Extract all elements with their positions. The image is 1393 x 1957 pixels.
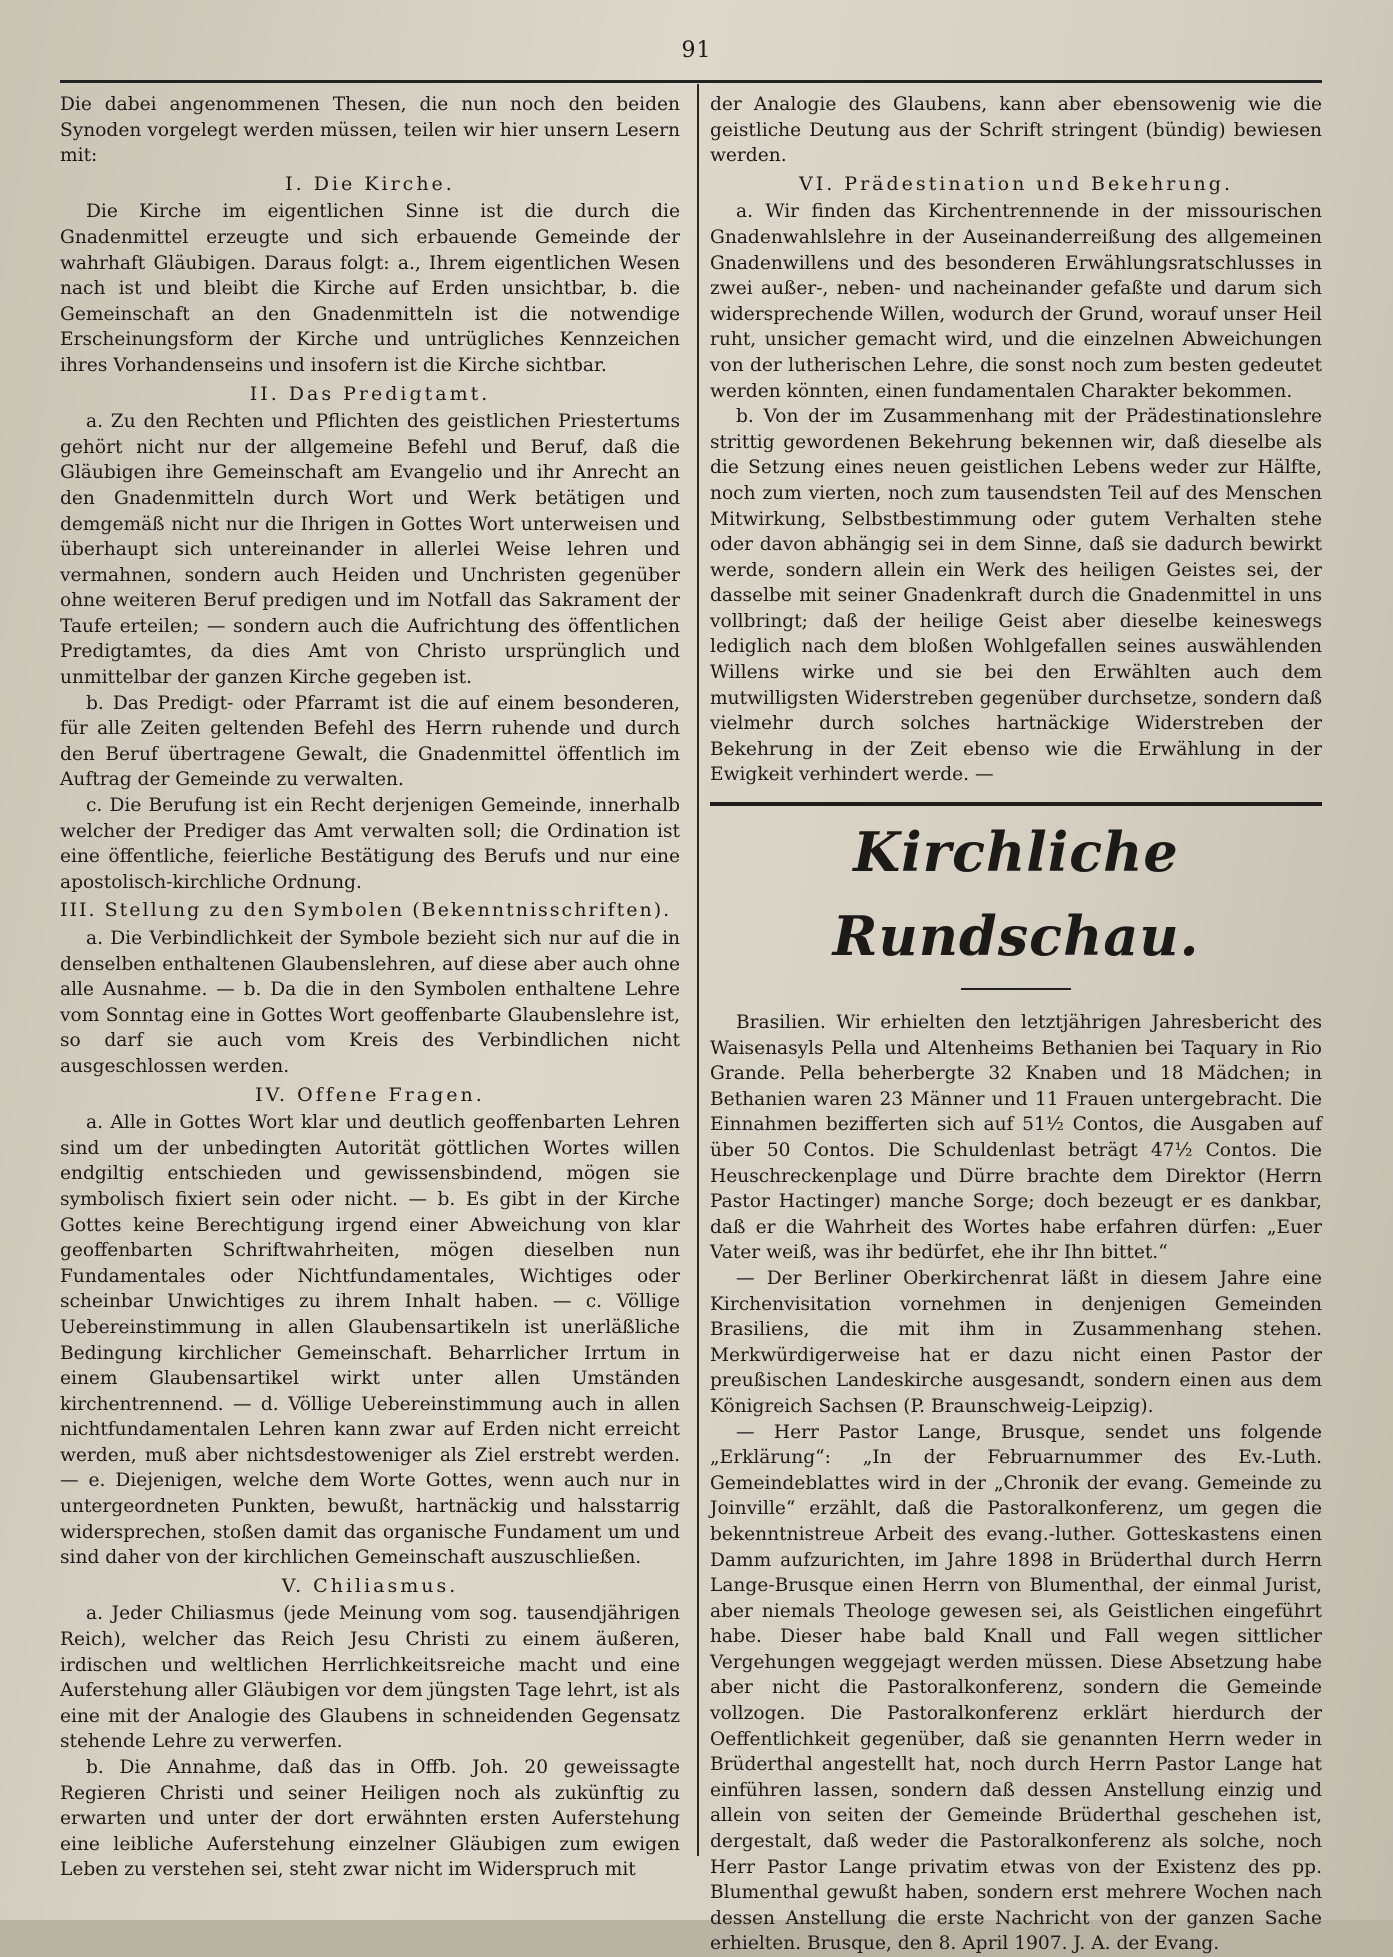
heading-chiliasmus: V. Chiliasmus. <box>281 1574 459 1597</box>
praedestination-paragraph-a: a. Wir finden das Kirchentrennende in der missourischen Gnadenwahlslehre in der Auseinanderreißung des allgemeinen Gnadenwillens und des besonderen Erwählungsratschlusses in zwei außer-, neben- und nacheinander gefaßte und darum sich widersprechende Willen, wodurch der Grund, worauf unser Heil ruht, unsicher gemacht wird, und die einzelnen Abweichungen von der lutherischen Lehre, die sonst noch zum besten gedeutet werden könnten, einen fundamentalen Charakter bekommen. <box>710 201 1322 402</box>
left-column <box>60 92 680 1883</box>
heading-symbole: III. Stellung zu den Symbolen (Bekenntnisschriften). <box>60 899 672 922</box>
intro-paragraph: Die dabei angenommenen Thesen, die nun noch den beiden Synoden vorgelegt werden müssen, teilen wir hier unsern Lesern mit: <box>60 94 680 167</box>
section-title-rundschau: Kirchliche Rundschau. <box>832 820 1200 969</box>
news-erklaerung: — Herr Pastor Lange, Brusque, sendet uns folgende „Erklärung“: „In der Februarnummer des Ev.-Luth. Gemeindeblattes wird in der „Chronik der evang. Gemeinde zu Joinville“ erzählt, daß die Pastoralkonferenz, um gegen die bekenntnistreue Arbeit des evang.-luther. Gotteskastens einen Damm aufzurichten, im Jahre 1898 in Brüderthal durch Herrn Lange-Brusque einen Herrn von Blumenthal, der einmal Jurist, aber niemals Theologe gewesen sei, als Geistlichen eingeführt habe. Dieser habe bald Knall und Fall wegen sittlicher Vergehungen weggejagt werden müssen. Diese Absetzung habe aber nicht die Pastoralkonferenz, sondern die Gemeinde vollzogen. Die Pastoralkonferenz erklärt hierdurch der Oeffentlichkeit gegenüber, daß sie genannten Herrn weder in Brüderthal angestellt hat, noch durch Herrn Pastor Lange hat einführen lassen, sondern daß dessen Anstellung einzig und allein von seiten der Gemeinde Brüderthal geschehen ist, dergestalt, daß weder die Pastoralkonferenz als solche, noch Herr Pastor Lange privatim etwas von der Existenz des pp. Blumenthal gewußt haben, sondern erst mehrere Wochen nach dessen Anstellung die erste Nachricht von der ganzen Sache erhielten. Brusque, den 8. April 1907. J. A. der Evang. <box>710 1421 1322 1955</box>
praedestination-paragraph-b: b. Von der im Zusammenhang mit der Prädestinationslehre strittig gewordenen Bekehrung bekennen wir, daß dieselbe als die Setzung eines neuen geistlichen Lebens weder zur Hälfte, noch zum vierten, noch zum tausendsten Teil auf des Menschen Mitwirkung, Selbstbestimmung oder gutem Verhalten stehe oder davon abhängig sei in dem Sinne, daß sie dadurch bewirkt werde, sondern allein ein Werk des heiligen Geistes sei, der dasselbe mit seiner Gnadenkraft durch die Gnadenmittel in uns vollbringt; daß der heilige Geist aber dieselbe keineswegs lediglich nach dem bloßen Wohlgefallen seines auswählenden Willens wirke und sie bei den Erwählten auch dem mutwilligsten Widerstreben gegenüber durchsetze, sondern daß vielmehr durch solches hartnäckige Widerstreben der Bekehrung in der Zeit ebenso wie die Erwählung in der Ewigkeit verhindert werde. — <box>710 406 1322 786</box>
chiliasmus-paragraph-a: a. Jeder Chiliasmus (jede Meinung vom sog. tausendjährigen Reich), welcher das Reich Jesu Christi zu einem äußeren, irdischen und weltlichen Herrlichkeitsreiche macht und eine Auferstehung aller Gläubigen vor dem jüngsten Tage lehrt, ist als eine mit der Analogie des Glaubens in schneidenden Gegensatz stehende Lehre zu verwerfen. <box>60 1603 680 1753</box>
heading-offene-fragen: IV. Offene Fragen. <box>255 1083 485 1106</box>
section-rule <box>710 802 1322 806</box>
column-divider <box>697 84 699 1856</box>
offene-fragen-paragraph: a. Alle in Gottes Wort klar und deutlich geoffenbarten Lehren sind um der unbedingten Autorität göttlichen Wortes willen endgiltig entschieden und gewissensbindend, mögen sie symbolisch fixiert sein oder nicht. — b. Es gibt in der Kirche Gottes keine Berechtigung irgend einer Abweichung von klar geoffenbarten Schriftwahrheiten, mögen dieselben nun Fundamentales oder Nichtfundamentales, Wichtiges oder scheinbar Unwichtiges zu ihrem Inhalt haben. — c. Völlige Uebereinstimmung in allen Glaubensartikeln ist unerläßliche Bedingung kirchlicher Gemeinschaft. Beharrlicher Irrtum in einem Glaubensartikel wirkt unter allen Umständen kirchentrennend. — d. Völlige Uebereinstimmung auch in allen nichtfundamentalen Lehren kann zwar auf Erden nicht erreicht werden, muß aber nichtsdestoweniger als Ziel erstrebt werden. — e. Diejenigen, welche dem Worte Gottes, wenn auch nur in untergeordneten Punkten, bewußt, hartnäckig und halsstarrig widersprechen, stoßen damit das organische Fundament um und sind daher von der kirchlichen Gemeinschaft auszuschließen. <box>60 1112 680 1569</box>
kirche-paragraph: Die Kirche im eigentlichen Sinne ist die durch die Gnadenmittel erzeugte und sich erbauende Gemeinde der wahrhaft Gläubigen. Daraus folgt: a., Ihrem eigentlichen Wesen nach ist und bleibt die Kirche auf Erden unsichtbar, b. die Gemeinschaft an den Gnadenmitteln ist die notwendige Erscheinungsform der Kirche und untrügliches Kennzeichen ihres Vorhandenseins und insofern ist die Kirche sichtbar. <box>60 201 680 376</box>
symbole-paragraph: a. Die Verbindlichkeit der Symbole bezieht sich nur auf die in denselben enthaltenen Glaubenslehren, auf diese aber auch ohne alle Ausnahme. — b. Da die in den Symbolen enthaltene Lehre vom Sonntag eine in Gottes Wort geoffenbarte Glaubenslehre ist, so darf sie auch vom Kreis des Verbindlichen nicht ausgeschlossen werden. <box>60 928 680 1077</box>
page-number: 91 <box>681 38 712 63</box>
header-rule <box>60 80 1322 83</box>
predigtamt-paragraph-b: b. Das Predigt- oder Pfarramt ist die auf einem besonderen, für alle Zeiten geltenden Befehl des Herrn ruhende und durch den Beruf übertragene Gewalt, die Gnadenmittel öffentlich im Auftrag der Gemeinde zu verwalten. <box>60 692 680 791</box>
heading-kirche: I. Die Kirche. <box>285 172 455 195</box>
predigtamt-paragraph-a: a. Zu den Rechten und Pflichten des geistlichen Priestertums gehört nicht nur der allgemeine Befehl und Beruf, daß die Gläubigen ihre Gemeinschaft am Evangelio und ihr Anrecht an den Gnadenmitteln durch Wort und Werk betätigen und demgemäß nicht nur die Ihrigen in Gottes Wort unterweisen und überhaupt sich untereinander in allerlei Weise lehren und vermahnen, sondern auch Heiden und Unchristen gegenüber ohne weiteren Beruf predigen und im Notfall das Sakrament der Taufe erteilen; — sondern auch die Aufrichtung des öffentlichen Predigtamtes, da dies Amt von Christo ursprünglich und unmittelbar der ganzen Kirche gegeben ist. <box>60 411 680 689</box>
news-oberkirchenrat: — Der Berliner Oberkirchenrat läßt in diesem Jahre eine Kirchenvisitation vornehmen in denjenigen Gemeinden Brasiliens, die mit ihm in Zusammenhang stehen. Merkwürdigerweise hat er dazu nicht einen Pastor der preußischen Landeskirche ausgesandt, sondern einen aus dem Königreich Sachsen (P. Braunschweig-Leipzig). <box>710 1267 1322 1417</box>
heading-praedestination: VI. Prädestination und Bekehrung. <box>799 172 1233 195</box>
chiliasmus-paragraph-b: b. Die Annahme, daß das in Offb. Joh. 20 geweissagte Regieren Christi und seiner Heiligen noch als zukünftig zu erwarten und unter der dort erwähnten ersten Auferstehung eine leibliche Auferstehung einzelner Gläubigen zum ewigen Leben zu verstehen sei, steht zwar nicht im Widerspruch mit <box>60 1757 680 1881</box>
title-underline <box>961 988 1071 990</box>
heading-predigtamt: II. Das Predigtamt. <box>249 382 491 405</box>
predigtamt-paragraph-c: c. Die Berufung ist ein Recht derjenigen Gemeinde, innerhalb welcher der Prediger das Amt verwalten soll; die Ordination ist eine öffentliche, feierliche Bestätigung des Berufs und nur eine apostolisch-kirchliche Ordnung. <box>60 795 680 893</box>
right-column <box>710 92 1322 1957</box>
news-brasilien: Brasilien. Wir erhielten den letztjährigen Jahresbericht des Waisenasyls Pella und Altenheims Bethanien bei Taquary in Rio Grande. Pella beherbergte 32 Knaben und 18 Mädchen; in Bethanien waren 23 Männer und 11 Frauen untergebracht. Die Einnahmen bezifferten sich auf 51½ Contos, die Ausgaben auf über 50 Contos. Die Schuldenlast beträgt 47½ Contos. Die Heuschreckenplage und Dürre brachte dem Direktor (Herrn Pastor Hactinger) manche Sorge; doch bezeugt er es dankbar, daß er die Wahrheit des Wortes habe erfahren dürfen: „Euer Vater weiß, was ihr bedürfet, ehe ihr Ihn bittet.“ <box>710 1012 1322 1264</box>
continuation-paragraph: der Analogie des Glaubens, kann aber ebensowenig wie die geistliche Deutung aus der Schrift stringent (bündig) bewiesen werden. <box>710 94 1322 167</box>
